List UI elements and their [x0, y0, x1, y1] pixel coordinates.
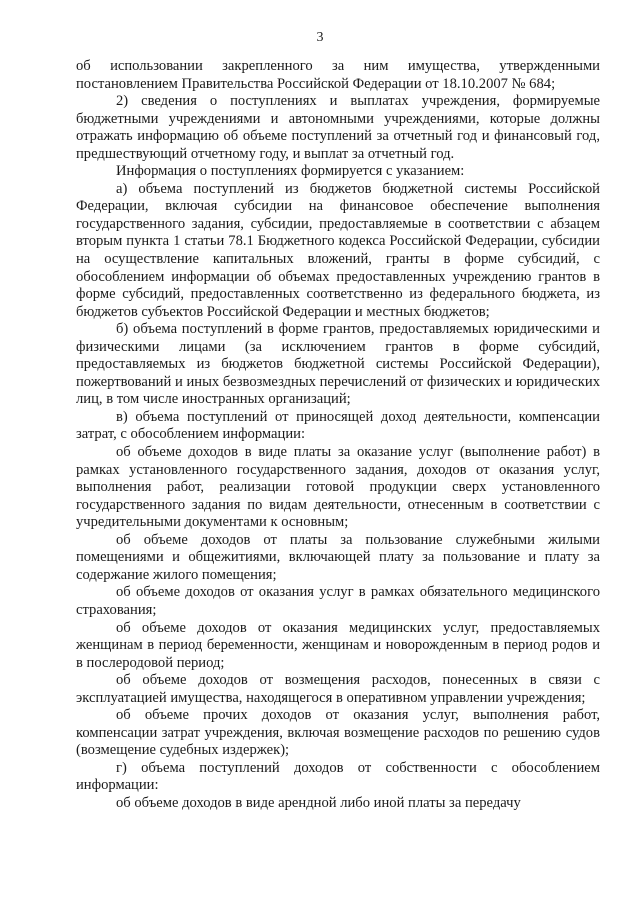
paragraph: об объеме доходов от оказания услуг в рамках обязательного медицинского страхования;: [76, 584, 600, 618]
paragraph: об объеме доходов от возмещения расходов, понесенных в связи с эксплуатацией имущества, находящегося в оперативном управлении учреждения;: [76, 672, 600, 706]
paragraph: об объеме доходов от оказания медицинских услуг, предоставляемых женщинам в период беременности, женщинам и новорожденным в период родов и в послеродовой период;: [76, 619, 600, 671]
paragraph: об объеме доходов от платы за пользование служебными жилыми помещениями и общежитиями, включающей плату за пользование и плату за содержание жилого помещения;: [76, 531, 600, 583]
document-body: [76, 58, 600, 813]
paragraph: 2) сведения о поступлениях и выплатах учреждения, формируемые бюджетными учреждениями и автономными учреждениями, которые должны отражать информацию об объеме поступлений за отчетный год и финансовый год, предшествующий отчетному году, и выплат за отчетный год.: [76, 93, 600, 162]
paragraph: г) объема поступлений доходов от собственности с обособлением информации:: [76, 759, 600, 794]
paragraph: об объеме прочих доходов от оказания услуг, выполнения работ, компенсации затрат учреждения, включая возмещение расходов по решению судов (возмещение судебных издержек);: [76, 707, 600, 759]
page-number: 3: [316, 30, 324, 45]
paragraph: б) объема поступлений в форме грантов, предоставляемых юридическими и физическими лицами (за исключением грантов в форме субсидий, предоставляемых из бюджетов бюджетной системы Российской Федерации), пожертвований и иных безвозмездных перечислений от физических и юридических лиц, в том числе иностранных организаций;: [76, 321, 600, 408]
paragraph: об использовании закрепленного за ним имущества, утвержденными постановлением Правительства Российской Федерации от 18.10.2007 № 684;: [76, 58, 600, 92]
paragraph: об объеме доходов в виде арендной либо иной платы за передачу: [116, 794, 521, 811]
paragraph: в) объема поступлений от приносящей доход деятельности, компенсации затрат, с обособлением информации:: [76, 408, 600, 443]
paragraph: об объеме доходов в виде платы за оказание услуг (выполнение работ) в рамках установленного государственного задания, доходов от оказания услуг, выполнения работ, реализации готовой продукции сверх установленного государственного задания по видам деятельности, отнесенным в соответствии с учредительными документами к основным;: [76, 444, 600, 531]
paragraph: а) объема поступлений из бюджетов бюджетной системы Российской Федерации, включая субсидии на финансовое обеспечение выполнения государственного задания, субсидии, предоставляемые в соответствии с абзацем вторым пункта 1 статьи 78.1 Бюджетного кодекса Российской Федерации, субсидии на осуществление капитальных вложений, гранты в форме субсидий, с обособлением информации об объемах предоставленных учреждению грантов в форме субсидий, предоставленных соответственно из федерального бюджета, из бюджетов субъектов Российской Федерации и местных бюджетов;: [76, 180, 600, 320]
paragraph: Информация о поступлениях формируется с указанием:: [116, 163, 465, 180]
